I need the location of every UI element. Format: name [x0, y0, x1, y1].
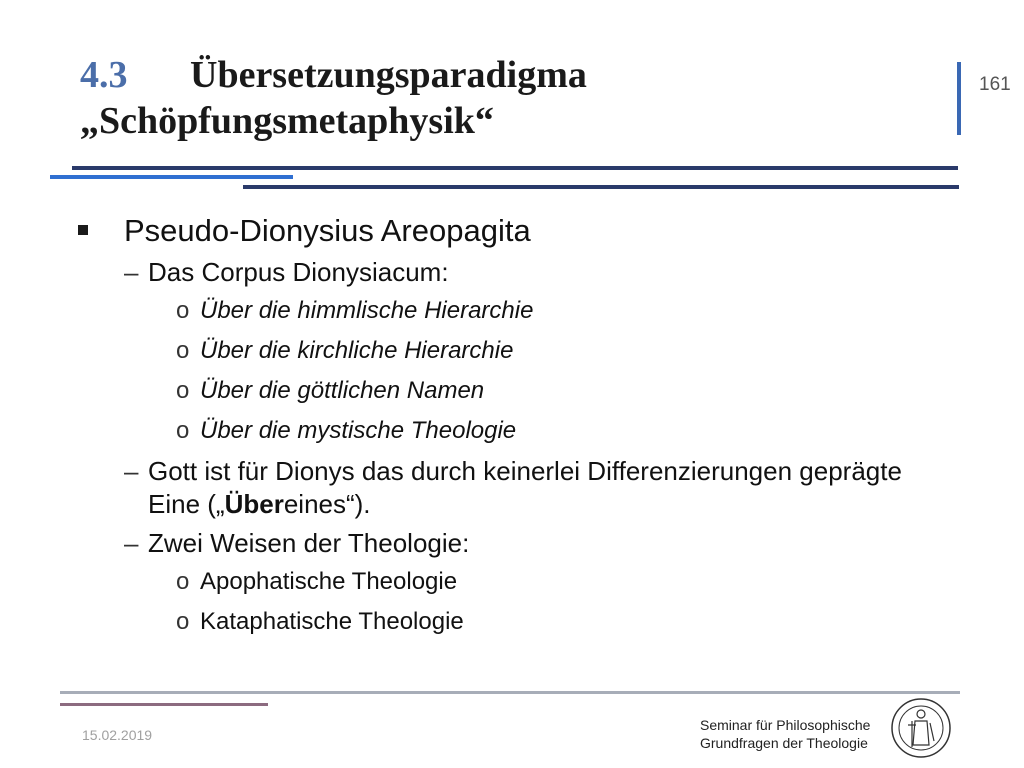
header-rule-accent [50, 175, 293, 179]
seminar-name [700, 716, 870, 752]
sub-item-text: Zwei Weisen der Theologie: [148, 528, 470, 558]
circle-bullet-icon: o [176, 417, 190, 444]
circle-bullet-icon: o [176, 377, 190, 404]
seminar-line-2: Grundfragen der Theologie [700, 735, 868, 751]
work-title: Über die göttlichen Namen [200, 377, 485, 404]
sub-item-text: Das Corpus Dionysiacum: [148, 257, 449, 287]
slide-body [72, 210, 952, 640]
sub-item-god [72, 455, 952, 521]
university-seal-icon [890, 697, 952, 759]
title-line-2: „Schöpfungsmetaphysik“ [80, 100, 494, 142]
sub-item-ways [72, 527, 952, 560]
footer-date: 15.02.2019 [82, 727, 153, 743]
way-title: Kataphatische Theologie [200, 608, 464, 635]
circle-bullet-icon: o [176, 297, 190, 324]
header-rule-top [72, 166, 958, 170]
header-rule-bottom [243, 185, 959, 189]
slide-title [80, 52, 950, 144]
dash-bullet-icon: – [124, 528, 139, 558]
seminar-line-1: Seminar für Philosophische [700, 717, 871, 733]
work-item [72, 292, 952, 329]
dash-bullet-icon: – [124, 257, 139, 287]
way-item [72, 603, 952, 640]
sub-item-text-pre: Gott ist für Dionys das durch keinerlei Differenzierungen geprägte Eine („ [148, 456, 902, 519]
page-number: 161 [979, 74, 1011, 95]
way-title: Apophatische Theologie [200, 568, 458, 595]
work-item [72, 412, 952, 449]
work-title: Über die mystische Theologie [200, 417, 517, 444]
circle-bullet-icon: o [176, 568, 190, 595]
main-heading: Pseudo-Dionysius Areopagita [124, 213, 531, 248]
page-number-divider [957, 62, 961, 135]
work-title: Über die himmlische Hierarchie [200, 297, 534, 324]
dash-bullet-icon: – [124, 456, 139, 486]
bullet-main [72, 210, 952, 252]
sub-item-text-post: eines“). [283, 489, 371, 519]
work-item [72, 332, 952, 369]
square-bullet-icon [78, 225, 88, 235]
footer-rule-accent [60, 703, 268, 706]
title-line-1: Übersetzungsparadigma [190, 54, 587, 96]
circle-bullet-icon: o [176, 608, 190, 635]
work-title: Über die kirchliche Hierarchie [200, 337, 514, 364]
footer-rule [60, 691, 960, 694]
section-number: 4.3 [80, 54, 128, 96]
work-item [72, 372, 952, 409]
sub-item-corpus [72, 256, 952, 289]
sub-item-text-bold: Über [224, 489, 284, 519]
circle-bullet-icon: o [176, 337, 190, 364]
way-item [72, 563, 952, 600]
